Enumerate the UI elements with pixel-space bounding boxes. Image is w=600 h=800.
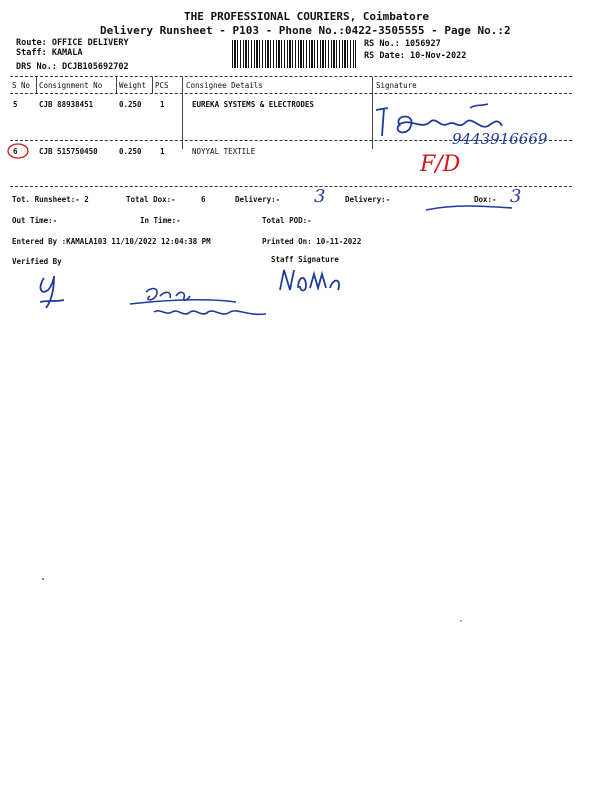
row2-consignment: CJB 515750450 [39,147,98,156]
col-divider [152,77,153,93]
drs-number: DRS No.: DCJB105692702 [16,62,129,72]
col-divider [182,77,183,149]
row1-weight: 0.250 [119,100,142,109]
rs-date: RS Date: 10-Nov-2022 [364,51,467,61]
verified-by-signature [34,272,74,312]
row2-sno-circle [6,142,30,160]
row2-weight: 0.250 [119,147,142,156]
col-weight: Weight [119,81,147,90]
entered-by: Entered By :KAMALA103 11/10/2022 12:04:38 PM [12,237,211,246]
row1-consignment: CJB 88938451 [39,100,94,109]
col-pcs: PCS [155,81,169,90]
handwritten-delivery-count: 3 [314,186,326,207]
total-pod: Total POD:- [262,216,312,225]
staff-signature-scribble [276,262,356,302]
row2-sno: 6 [13,147,18,156]
verified-by: Verified By [12,257,62,266]
row2-pcs: 1 [160,147,165,156]
route-label: Route: OFFICE DELIVERY [16,38,129,48]
out-time: Out Time:- [12,216,58,225]
rs-number: RS No.: 1056927 [364,39,441,49]
row1-sno: 5 [13,100,18,109]
col-signature: Signature [376,81,417,90]
staff-label: Staff: KAMALA [16,48,83,58]
col-consignment: Consignment No [39,81,103,90]
barcode [232,40,356,68]
delivery-label: Delivery:- [235,195,281,204]
handwritten-phone: 9443916669 [452,130,548,148]
col-divider [36,77,37,93]
scan-speck [42,578,44,580]
undelivery-label: Delivery:- [345,195,391,204]
table-header-rule [10,93,572,94]
table-bottom-rule [10,186,572,187]
col-sno: S No [12,81,31,90]
col-consignee: Consignee Details [186,81,263,90]
handwritten-non-dox-count: 3 [510,186,522,207]
scan-speck [460,620,462,622]
col-divider [116,77,117,93]
non-dox-label: Dox:- [474,195,497,204]
total-dox: Total Dox:- [126,195,176,204]
runsheet-subtitle: Delivery Runsheet - P103 - Phone No.:0422-3505555 - Page No.:2 [100,24,511,37]
tot-runsheet: Tot. Runsheet:- 2 [12,195,89,204]
table-top-rule [10,76,572,77]
row1-pcs: 1 [160,100,165,109]
ink-underline [424,202,514,214]
in-time: In Time:- [140,216,181,225]
row1-consignee: EUREKA SYSTEMS & ELECTRODES [192,100,314,109]
total-dox-value: 6 [201,195,206,204]
middle-handwritten-signature [126,282,276,332]
staff-signature-label: Staff Signature [271,255,339,264]
company-title: THE PROFESSIONAL COURIERS, Coimbatore [184,10,430,23]
printed-on: Printed On: 10-11-2022 [262,237,362,246]
handwritten-fd: F/D [420,152,461,177]
row2-consignee: NOYYAL TEXTILE [192,147,256,156]
